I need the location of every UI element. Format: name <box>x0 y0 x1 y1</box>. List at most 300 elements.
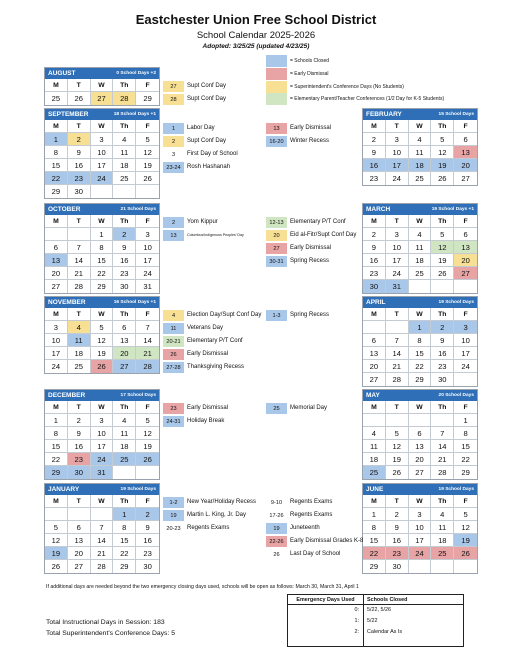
week-row <box>45 146 159 159</box>
day-cell: 19 <box>431 254 454 267</box>
day-cell: 23 <box>363 172 386 185</box>
schools-closed-column <box>364 595 463 646</box>
day-cell: 2 <box>363 228 386 241</box>
week-row <box>363 360 477 373</box>
schools-closed-header: Schools Closed <box>364 595 463 605</box>
day-cell: 5 <box>454 508 477 521</box>
day-cell: 21 <box>68 267 91 280</box>
day-cell: 13 <box>454 241 477 254</box>
weekday-label: W <box>91 120 114 133</box>
day-cell: 26 <box>68 92 91 105</box>
school-day-count: 21 School Days <box>120 207 156 212</box>
day-cell: 12 <box>454 521 477 534</box>
month-header <box>45 109 159 120</box>
day-cell: 8 <box>45 146 68 159</box>
event-date: 1 <box>163 123 184 134</box>
month-calendar-january <box>44 483 160 574</box>
weekday-label: Th <box>431 495 454 508</box>
weekday-label: T <box>386 401 409 414</box>
weekday-label: W <box>91 495 114 508</box>
weekday-label: F <box>136 308 159 321</box>
weekday-label: M <box>45 401 68 414</box>
day-cell: 27 <box>454 267 477 280</box>
school-day-count: 17 School Days <box>120 393 156 398</box>
day-cell: 16 <box>68 440 91 453</box>
month-name: NOVEMBER <box>48 299 86 306</box>
week-row <box>363 334 477 347</box>
event-label: Eid al-Fitr/Supt Conf Day <box>290 232 357 238</box>
day-cell: 16 <box>136 534 159 547</box>
day-cell: 30 <box>143 562 152 571</box>
day-cell: 7 <box>136 321 159 334</box>
day-cell: 18 <box>363 453 386 466</box>
day-cell: 27 <box>45 280 68 293</box>
day-cell: 4 <box>68 321 91 334</box>
day-cell: 26 <box>431 172 454 185</box>
day-cell: 1 <box>91 228 114 241</box>
week-row <box>45 466 159 479</box>
legend <box>266 55 466 106</box>
day-cell: 17 <box>136 254 159 267</box>
day-cell: 30 <box>113 280 136 293</box>
day-cell: 22 <box>91 267 114 280</box>
week-row <box>45 508 159 521</box>
day-cell: 12 <box>45 534 68 547</box>
school-day-count: 15 School Days <box>438 112 474 117</box>
day-cell: 21 <box>431 453 454 466</box>
month-calendar-december <box>44 389 160 480</box>
day-cell: 8 <box>454 427 477 440</box>
day-cell: 30 <box>68 185 91 198</box>
total-instructional-days: Total Instructional Days in Session: 183 <box>46 619 165 626</box>
day-cell: 26 <box>386 466 409 479</box>
day-cell: 8 <box>363 521 386 534</box>
month-calendar-june <box>362 483 478 574</box>
event-label: Early Dismissal <box>187 405 229 411</box>
day-cell: 29 <box>363 560 386 573</box>
weekday-label: M <box>363 401 386 414</box>
total-supt-conf-days: Total Superintendent's Conference Days: 5 <box>46 630 176 637</box>
weekday-label: W <box>91 308 114 321</box>
month-header <box>45 68 159 79</box>
day-cell: 20 <box>454 159 477 172</box>
event-date: 23-24 <box>163 162 184 173</box>
day-cell: 7 <box>431 427 454 440</box>
week-row <box>363 521 477 534</box>
week-row <box>45 321 159 334</box>
weekday-label: Th <box>113 79 136 92</box>
emergency-used-value: 0: <box>354 607 359 613</box>
week-row <box>45 521 159 534</box>
day-cell: 23 <box>68 453 91 466</box>
day-cell: 14 <box>431 440 454 453</box>
day-cell: 6 <box>45 241 68 254</box>
event-label: Spring Recess <box>290 312 330 318</box>
weekday-label: T <box>68 120 91 133</box>
day-cell: 25 <box>68 360 91 373</box>
day-cell: 15 <box>409 347 432 360</box>
day-cell: 5 <box>431 133 454 146</box>
day-cell: 17 <box>91 440 114 453</box>
event-date: 1-3 <box>266 310 287 321</box>
event-date: 27-28 <box>163 362 184 373</box>
day-cell: 2 <box>431 321 454 334</box>
day-cell <box>68 228 91 241</box>
weekday-label: Th <box>113 308 136 321</box>
week-row <box>363 321 477 334</box>
month-name: SEPTEMBER <box>48 111 89 118</box>
month-calendar-may <box>362 389 478 480</box>
week-row <box>45 427 159 440</box>
week-row <box>363 146 477 159</box>
week-row <box>363 466 477 479</box>
weekday-label: W <box>409 215 432 228</box>
event-date: 9-10 <box>270 499 283 506</box>
day-cell: 28 <box>386 373 409 386</box>
event-label: Holiday Break <box>187 418 225 424</box>
legend-label: = Early Dismissal <box>290 71 329 78</box>
month-header <box>45 390 159 401</box>
weekday-label: M <box>45 120 68 133</box>
week-row <box>363 228 477 241</box>
event-label: Election Day/Supt Conf Day <box>187 312 262 318</box>
week-row <box>363 427 477 440</box>
day-cell: 4 <box>363 427 386 440</box>
month-calendar-september <box>44 108 160 199</box>
day-cell <box>91 508 114 521</box>
day-cell <box>409 280 432 293</box>
adopted-date: Adopted: 3/25/25 (updated 4/23/25) <box>202 43 310 50</box>
school-day-count: 19 School Days <box>120 487 156 492</box>
weekday-row <box>363 308 477 321</box>
event-label: Winter Recess <box>290 138 330 144</box>
week-row <box>45 254 159 267</box>
event-label: Thanksgiving Recess <box>187 364 245 370</box>
page-subtitle: School Calendar 2025-2026 <box>196 30 316 41</box>
event-date: 3 <box>171 151 176 158</box>
day-cell <box>136 185 159 198</box>
day-cell: 9 <box>113 241 136 254</box>
day-cell: 23 <box>136 547 159 560</box>
week-row <box>45 360 159 373</box>
weekday-label: T <box>68 215 91 228</box>
day-cell: 28 <box>91 560 114 573</box>
day-cell: 2 <box>386 508 409 521</box>
day-cell: 11 <box>363 440 386 453</box>
event-date: 20 <box>266 230 287 241</box>
day-cell: 21 <box>136 347 159 360</box>
day-cell: 11 <box>113 427 136 440</box>
weekday-label: F <box>454 215 477 228</box>
day-cell <box>113 185 136 198</box>
weekday-label: Th <box>431 215 454 228</box>
day-cell: 11 <box>409 146 432 159</box>
day-cell: 8 <box>91 241 114 254</box>
weekday-label: M <box>45 308 68 321</box>
day-cell: 5 <box>91 321 114 334</box>
day-cell: 26 <box>45 560 68 573</box>
day-cell: 26 <box>136 172 159 185</box>
day-cell: 25 <box>113 453 136 466</box>
day-cell: 19 <box>454 534 477 547</box>
week-row <box>363 241 477 254</box>
month-header <box>363 297 477 308</box>
day-cell: 13 <box>113 334 136 347</box>
day-cell: 12 <box>386 440 409 453</box>
month-header <box>363 204 477 215</box>
weekday-label: M <box>45 495 68 508</box>
day-cell: 20 <box>45 267 68 280</box>
day-cell: 12 <box>431 146 454 159</box>
weekday-label: T <box>386 495 409 508</box>
weekday-label: M <box>363 308 386 321</box>
day-cell: 10 <box>409 521 432 534</box>
day-cell: 23 <box>386 547 409 560</box>
day-cell: 10 <box>91 146 114 159</box>
day-cell: 5 <box>386 427 409 440</box>
day-cell: 12 <box>136 427 159 440</box>
day-cell: 8 <box>45 427 68 440</box>
event-label: Labor Day <box>187 125 215 131</box>
day-cell: 25 <box>363 466 386 479</box>
school-day-count: 19 School Days <box>438 487 474 492</box>
week-row <box>45 172 159 185</box>
event-date: 20-21 <box>163 336 184 347</box>
event-date: 28 <box>163 94 184 105</box>
legend-label: = Schools Closed <box>290 58 330 65</box>
weekday-row <box>45 120 159 133</box>
day-cell: 13 <box>68 534 91 547</box>
week-row <box>45 440 159 453</box>
weekday-row <box>45 215 159 228</box>
event-label: Supt Conf Day <box>187 138 227 144</box>
day-cell <box>454 280 477 293</box>
day-cell: 21 <box>386 360 409 373</box>
day-cell: 26 <box>454 547 477 560</box>
event-date: 12-13 <box>266 217 287 228</box>
week-row <box>45 334 159 347</box>
day-cell: 7 <box>68 241 91 254</box>
week-row <box>45 92 159 105</box>
event-date: 24-31 <box>163 416 184 427</box>
weekday-row <box>45 401 159 414</box>
legend-swatch <box>266 55 287 67</box>
weekday-label: T <box>68 79 91 92</box>
day-cell: 10 <box>45 334 68 347</box>
day-cell: 17 <box>386 254 409 267</box>
day-cell: 3 <box>409 508 432 521</box>
week-row <box>45 347 159 360</box>
event-date: 4 <box>163 310 184 321</box>
day-cell: 19 <box>91 347 114 360</box>
legend-item <box>266 93 466 106</box>
week-row <box>45 453 159 466</box>
weekday-label: W <box>409 120 432 133</box>
day-cell: 29 <box>91 280 114 293</box>
month-header <box>363 109 477 120</box>
weekday-label: M <box>363 495 386 508</box>
day-cell: 22 <box>409 360 432 373</box>
day-cell: 26 <box>431 267 454 280</box>
week-row <box>363 347 477 360</box>
day-cell: 9 <box>68 427 91 440</box>
day-cell <box>91 185 114 198</box>
school-day-count: 19 School Days <box>438 300 474 305</box>
event-label: Juneteenth <box>290 525 320 531</box>
day-cell: 11 <box>68 334 91 347</box>
event-label: Elementary P/T Conf <box>187 338 243 344</box>
day-cell: 30 <box>363 280 386 293</box>
event-label: Early Dismissal Grades K-8 <box>290 538 364 544</box>
weekday-label: W <box>409 308 432 321</box>
day-cell: 16 <box>113 254 136 267</box>
weekday-row <box>363 401 477 414</box>
week-row <box>363 172 477 185</box>
week-row <box>45 185 159 198</box>
school-day-count: 0 School Days +2 <box>116 71 156 76</box>
day-cell: 24 <box>91 172 114 185</box>
day-cell: 24 <box>45 360 68 373</box>
day-cell: 15 <box>113 534 136 547</box>
day-cell: 22 <box>113 547 136 560</box>
day-cell: 15 <box>45 440 68 453</box>
day-cell <box>68 508 91 521</box>
day-cell: 3 <box>386 228 409 241</box>
legend-item <box>266 55 466 68</box>
week-row <box>363 547 477 560</box>
month-name: MAY <box>366 392 380 399</box>
event-date: 22-26 <box>266 536 287 547</box>
day-cell: 27 <box>409 466 432 479</box>
day-cell: 6 <box>363 334 386 347</box>
emergency-used-value: 2: <box>354 629 359 635</box>
weekday-label: T <box>68 495 91 508</box>
day-cell <box>113 466 136 479</box>
school-day-count: 18 School Days +1 <box>113 112 156 117</box>
day-cell: 24 <box>386 172 409 185</box>
day-cell: 17 <box>386 159 409 172</box>
day-cell: 10 <box>454 334 477 347</box>
month-calendar-october <box>44 203 160 294</box>
day-cell: 29 <box>143 94 152 103</box>
day-cell: 24 <box>386 267 409 280</box>
day-cell: 28 <box>68 280 91 293</box>
day-cell: 27 <box>363 373 386 386</box>
day-cell: 11 <box>113 146 136 159</box>
event-label: New Year/Holiday Recess <box>187 499 257 505</box>
day-cell: 25 <box>113 172 136 185</box>
legend-label: = Elementary Parent/Teacher Conferences (1/2 Day for K-5 Students) <box>290 96 445 103</box>
day-cell: 1 <box>45 133 68 146</box>
day-cell: 27 <box>461 174 470 183</box>
day-cell: 23 <box>113 267 136 280</box>
day-cell: 10 <box>136 241 159 254</box>
weekday-label: F <box>454 308 477 321</box>
emergency-used-header: Emergency Days Used <box>288 595 363 605</box>
day-cell: 14 <box>386 347 409 360</box>
day-cell: 28 <box>431 466 454 479</box>
day-cell: 30 <box>431 373 454 386</box>
day-cell: 13 <box>409 440 432 453</box>
month-name: JANUARY <box>48 486 80 493</box>
day-cell: 6 <box>68 521 91 534</box>
week-row <box>363 453 477 466</box>
event-label: Early Dismissal <box>290 125 332 131</box>
day-cell: 28 <box>136 360 159 373</box>
day-cell: 17 <box>45 347 68 360</box>
school-day-count: 16 School Days +1 <box>113 300 156 305</box>
day-cell: 20 <box>113 347 136 360</box>
day-cell: 23 <box>68 172 91 185</box>
event-date: 25 <box>266 403 287 414</box>
weekday-label: T <box>68 401 91 414</box>
week-row <box>45 534 159 547</box>
day-cell: 9 <box>386 521 409 534</box>
month-name: APRIL <box>366 299 386 306</box>
event-date: 17-26 <box>269 512 284 519</box>
day-cell: 10 <box>386 146 409 159</box>
day-cell: 1 <box>45 414 68 427</box>
month-calendar-november <box>44 296 160 374</box>
legend-swatch <box>266 68 287 80</box>
day-cell: 30 <box>68 466 91 479</box>
month-name: OCTOBER <box>48 206 81 213</box>
day-cell: 15 <box>45 159 68 172</box>
weekday-label: M <box>363 120 386 133</box>
month-header <box>45 297 159 308</box>
event-date: 1-2 <box>163 497 184 508</box>
day-cell: 13 <box>45 254 68 267</box>
day-cell: 22 <box>45 453 68 466</box>
weekday-label: F <box>454 495 477 508</box>
day-cell: 16 <box>68 159 91 172</box>
day-cell: 9 <box>431 334 454 347</box>
day-cell <box>409 560 432 573</box>
day-cell: 11 <box>431 521 454 534</box>
day-cell: 3 <box>91 133 114 146</box>
day-cell: 31 <box>143 282 152 291</box>
weekday-label: F <box>136 79 159 92</box>
month-header <box>45 484 159 495</box>
week-row <box>45 159 159 172</box>
day-cell: 25 <box>431 547 454 560</box>
legend-swatch <box>266 93 287 105</box>
event-label: Elementary P/T Conf <box>290 219 346 225</box>
day-cell: 6 <box>409 427 432 440</box>
emergency-note: If additional days are needed beyond the two emergency closing days used, schools will be open as follows: March 30, March 31, April 1 <box>46 584 359 590</box>
day-cell: 1 <box>113 508 136 521</box>
day-cell: 22 <box>454 453 477 466</box>
day-cell: 13 <box>363 347 386 360</box>
weekday-row <box>363 495 477 508</box>
weekday-label: F <box>136 495 159 508</box>
day-cell: 16 <box>386 534 409 547</box>
week-row <box>45 228 159 241</box>
week-row <box>363 534 477 547</box>
day-cell: 9 <box>68 146 91 159</box>
day-cell: 4 <box>409 228 432 241</box>
day-cell: 6 <box>113 321 136 334</box>
event-label: Last Day of School <box>290 551 341 557</box>
day-cell: 1 <box>454 414 477 427</box>
day-cell: 8 <box>113 521 136 534</box>
day-cell: 2 <box>68 133 91 146</box>
day-cell: 3 <box>136 228 159 241</box>
month-calendar-february <box>362 108 478 186</box>
month-calendar-march <box>362 203 478 294</box>
event-date: 19 <box>266 523 287 534</box>
day-cell: 25 <box>409 267 432 280</box>
